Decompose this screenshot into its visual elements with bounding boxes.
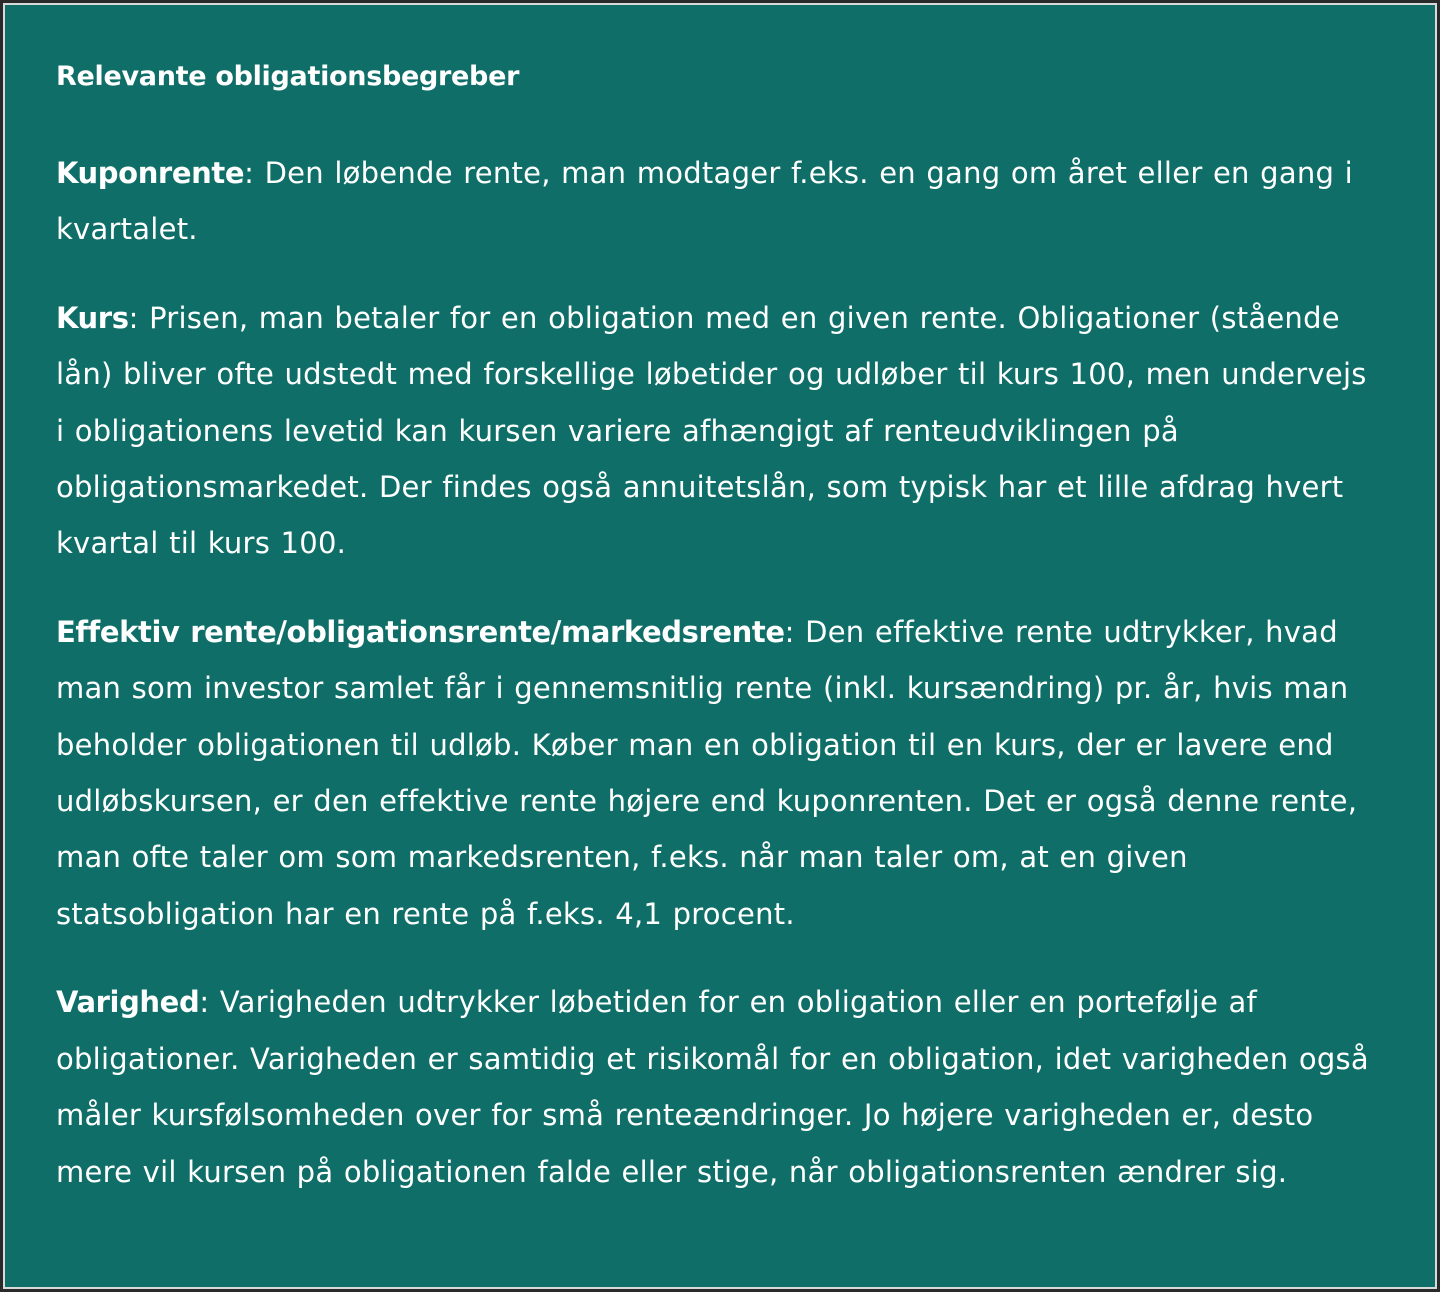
definition-kurs <box>56 290 1385 572</box>
term-definition: : Prisen, man betaler for en obligation med en given rente. Obligationer (stående lån) bliver ofte udstedt med forskellige løbetider og udløber til kurs 100, men undervejs i obligationens levetid kan kursen variere afhængigt af renteudviklingen på obligationsmarkedet. Der findes også annuitetslån, som typisk har et lille afdrag hvert kvartal til kurs 100. <box>56 300 1367 561</box>
info-box <box>3 3 1437 1289</box>
definition-effektiv-rente <box>56 604 1385 942</box>
term-label: Varighed <box>56 985 200 1020</box>
term-label: Effektiv rente/obligationsrente/markedsrente <box>56 614 785 649</box>
term-definition: : Den effektive rente udtrykker, hvad man som investor samlet får i gennemsnitlig rente (inkl. kursændring) pr. år, hvis man beholder obligationen til udløb. Køber man en obligation til en kurs, der er lavere end udløbskursen, er den effektive rente højere end kuponrenten. Det er også denne rente, man ofte taler om som markedsrenten, f.eks. når man taler om, at en given statsobligation har en rente på f.eks. 4,1 procent. <box>56 614 1358 931</box>
term-definition: : Varigheden udtrykker løbetiden for en obligation eller en portefølje af obligationer. Varigheden er samtidig et risikomål for en obligation, idet varigheden også måler kursfølsomheden over for små renteændringer. Jo højere varigheden er, desto mere vil kursen på obligationen falde eller stige, når obligationsrenten ændrer sig. <box>56 985 1369 1189</box>
box-title: Relevante obligationsbegreber <box>56 61 520 92</box>
definition-kuponrente <box>56 145 1385 258</box>
term-definition: : Den løbende rente, man modtager f.eks. en gang om året eller en gang i kvartalet. <box>56 156 1353 247</box>
term-label: Kurs <box>56 300 129 335</box>
term-label: Kuponrente <box>56 156 245 190</box>
definition-varighed <box>56 974 1385 1200</box>
